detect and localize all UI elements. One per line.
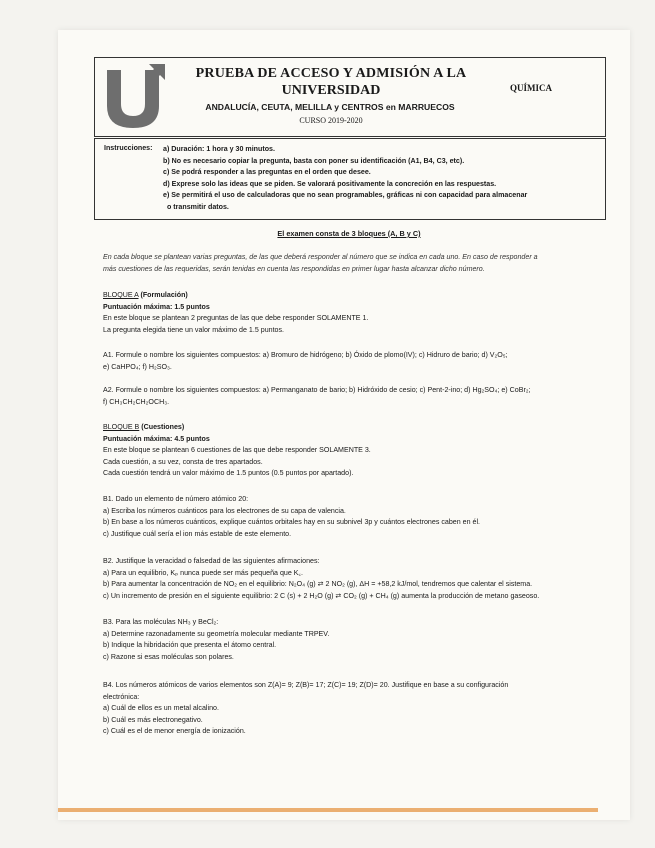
- intro-line: más cuestiones de las requeridas, serán tenidas en cuenta las respondidas en primer lugar hasta alcanzar dicho número.: [103, 264, 485, 273]
- question-b4-line: b) Cuál es más electronegativo.: [103, 715, 203, 724]
- title-line-1: PRUEBA DE ACCESO Y ADMISIÓN A LA: [195, 66, 467, 81]
- block-b-desc: Cada cuestión tendrá un valor máximo de 1.5 puntos (0.5 puntos por apartado).: [103, 469, 354, 478]
- block-b-desc: En este bloque se plantean 6 cuestiones de las que debe responder SOLAMENTE 3.: [103, 446, 371, 455]
- question-b1: [103, 494, 573, 540]
- question-b3-line: a) Determine razonadamente su geometría molecular mediante TRPEV.: [103, 629, 330, 638]
- question-b4: [103, 680, 573, 738]
- block-b: [103, 422, 573, 480]
- question-b4-line: c) Cuál es el de menor energía de ionización.: [103, 727, 246, 736]
- question-b3-line: c) Razone si esas moléculas son polares.: [103, 652, 234, 661]
- question-b2: [103, 556, 573, 602]
- question-a1-line: A1. Formule o nombre los siguientes compuestos: a) Bromuro de hidrógeno; b) Óxido de plomo(IV); c) Hidruro de bario; d) V₂O₅;: [103, 351, 508, 359]
- instruction-line: c) Se podrá responder a las preguntas en el orden que desee.: [163, 168, 371, 177]
- question-b2-line: b) Para aumentar la concentración de NO₂ en el equilibrio: N₂O₄ (g) ⇄ 2 NO₂ (g), ΔH = +58,2 kJ/mol, tendremos que calentar el sistema.: [103, 580, 533, 589]
- block-a-desc: En este bloque se plantean 2 preguntas de las que debe responder SOLAMENTE 1.: [103, 314, 369, 323]
- block-a-points: Puntuación máxima: 1.5 puntos: [103, 302, 210, 311]
- question-b4-line: electrónica:: [103, 692, 140, 701]
- title-line-2: UNIVERSIDAD: [281, 83, 381, 98]
- question-b1-line: a) Escriba los números cuánticos para los electrones de su capa de valencia.: [103, 506, 346, 515]
- block-a-topic: (Formulación): [140, 291, 188, 299]
- course-year: CURSO 2019-2020: [299, 116, 363, 125]
- question-b2-line: a) Para un equilibrio, Kₚ nunca puede ser más pequeña que K꜀.: [103, 568, 303, 577]
- question-b4-line: a) Cuál de ellos es un metal alcalino.: [103, 704, 219, 713]
- question-a2-line: f) CH₃CH₂CH₂OCH₃.: [103, 397, 170, 406]
- instruction-line: o transmitir datos.: [167, 202, 229, 211]
- block-a-desc: La pregunta elegida tiene un valor máximo de 1.5 puntos.: [103, 325, 285, 334]
- block-b-desc: Cada cuestión, a su vez, consta de tres apartados.: [103, 457, 263, 466]
- question-b2-line: B2. Justifique la veracidad o falsedad de las siguientes afirmaciones:: [103, 557, 320, 565]
- question-a1-line: e) CaHPO₄; f) H₂SO₃.: [103, 362, 172, 371]
- instruction-line: b) No es necesario copiar la pregunta, basta con poner su identificación (A1, B4, C3, etc).: [163, 156, 465, 165]
- instruction-line: a) Duración: 1 hora y 30 minutos.: [163, 145, 275, 153]
- intro-paragraph: [103, 252, 573, 275]
- university-logo-icon: [103, 64, 167, 130]
- instructions-box: [94, 138, 606, 220]
- question-b1-line: c) Justifique cuál sería el ion más estable de este elemento.: [103, 529, 292, 538]
- instruction-line: e) Se permitirá el uso de calculadoras que no sean programables, gráficas ni con capacidad para almacenar: [163, 191, 528, 200]
- question-a2: [103, 385, 573, 408]
- question-a1: [103, 350, 573, 373]
- header-subtitle: ANDALUCÍA, CEUTA, MELILLA y CENTROS en MARRUECOS: [205, 102, 455, 112]
- subject-name: QUÍMICA: [510, 83, 552, 93]
- question-b3-line: b) Indique la hibridación que presenta el átomo central.: [103, 641, 277, 650]
- block-b-topic: (Cuestiones): [141, 423, 185, 431]
- question-b2-line: c) Un incremento de presión en el siguiente equilibrio: 2 C (s) + 2 H₂O (g) ⇄ CO₂ (g) + CH₄ (g) aumenta la producción de metano gaseoso.: [103, 591, 540, 600]
- exam-header: [94, 57, 606, 137]
- question-b1-line: b) En base a los números cuánticos, explique cuántos orbitales hay en su subnivel 3p y cuántos electrones caben en él.: [103, 518, 480, 527]
- instructions-list: [163, 144, 599, 214]
- bottom-color-strip: [58, 808, 598, 812]
- question-a2-line: A2. Formule o nombre los siguientes compuestos: a) Permanganato de bario; b) Hidróxido de cesio; c) Pent-2-ino; d) Hg₂SO₄; e) CoBr₂;: [103, 386, 531, 394]
- block-b-points: Puntuación máxima: 4.5 puntos: [103, 434, 210, 443]
- question-b1-line: B1. Dado un elemento de número atómico 20:: [103, 495, 249, 503]
- intro-line: En cada bloque se plantean varias preguntas, de las que deberá responder al número que se indica en cada uno. En caso de responder a: [103, 253, 538, 261]
- instruction-line: d) Exprese solo las ideas que se piden. Se valorará positivamente la concreción en las respuestas.: [163, 179, 497, 188]
- exam-structure-title: El examen consta de 3 bloques (A, B y C): [277, 229, 421, 238]
- question-b4-line: B4. Los números atómicos de varios elementos son Z(A)= 9; Z(B)= 17; Z(C)= 19; Z(D)= 20. Justifique en base a su configuración: [103, 681, 509, 689]
- block-a-name: BLOQUE A: [103, 291, 139, 299]
- block-b-name: BLOQUE B: [103, 423, 140, 431]
- question-b3: [103, 617, 573, 663]
- instructions-label: Instrucciones:: [104, 144, 153, 152]
- block-a: [103, 290, 573, 336]
- question-b3-line: B3. Para las moléculas NH₃ y BeCl₂:: [103, 618, 219, 626]
